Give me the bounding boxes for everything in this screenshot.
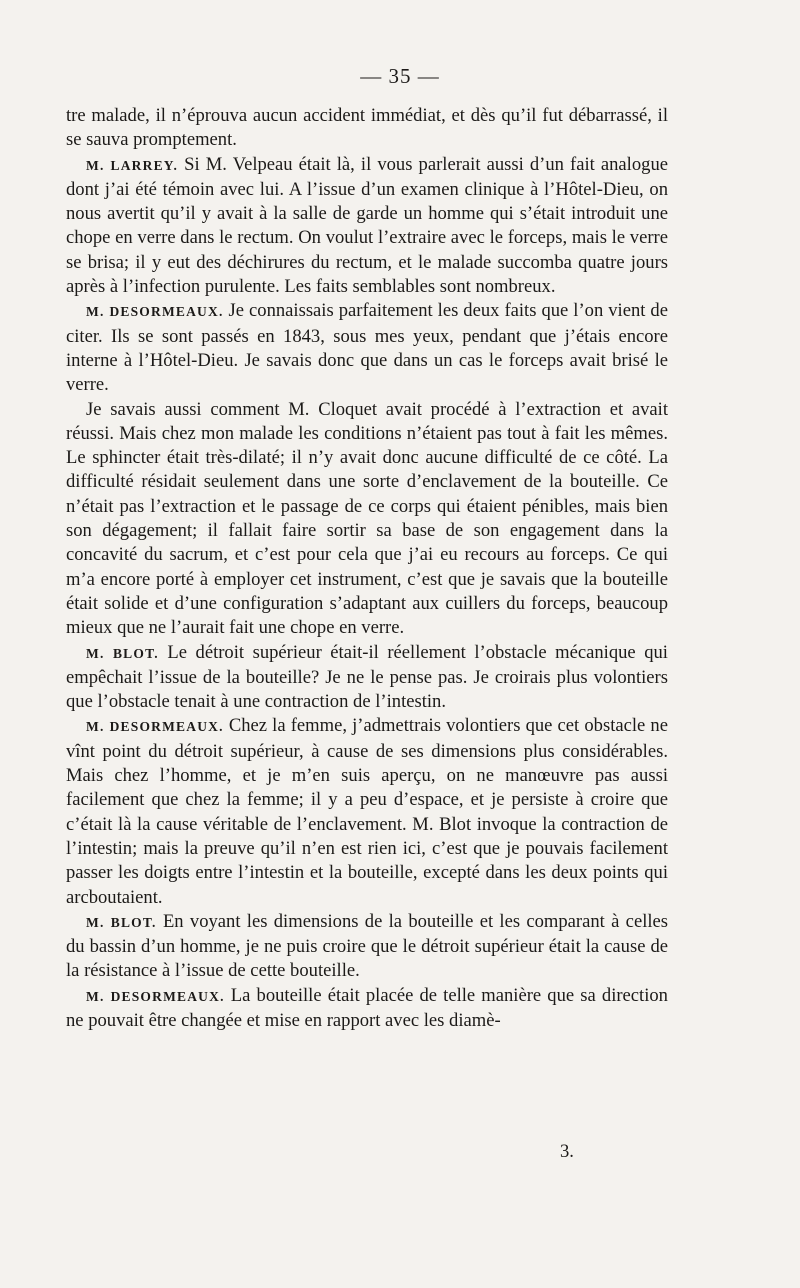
signature-mark: 3. <box>560 1141 574 1162</box>
paragraph <box>66 984 668 1034</box>
speaker-name: M. DESORMEAUX. <box>86 988 225 1004</box>
paragraph-text: Je savais aussi comment M. Cloquet avait procédé à l’extraction et avait réussi. Mais chez mon malade les conditions n’étaient pas tout à fait les mêmes. Le sphincter était très-dilaté; il n’y avait donc aucune difficulté de ce côté. La difficulté résidait seulement dans une sorte d’enclavement de la bouteille. Ce n’était pas l’extraction et le passage de ce corps qui étaient pénibles, mais bien son dégagement; il fallait faire sortir sa base de son engagement dans la concavité du sacrum, et c’est pour cela que j’ai eu recours au forceps. Ce qui m’a encore porté à employer cet instrument, c’est que je savais que la bouteille était solide et d’une configuration s’adaptant aux cuillers du forceps, beaucoup mieux que ne l’aurait fait une chope en verre. <box>66 398 668 639</box>
speaker-name: M. BLOT. <box>86 914 157 930</box>
paragraph <box>66 398 668 641</box>
paragraph <box>66 299 668 397</box>
speaker-name: M. DESORMEAUX. <box>86 304 224 320</box>
page-number: — 35 — <box>360 64 440 88</box>
paragraph-text: Si M. Velpeau était là, il vous parlerait aussi d’un fait analogue dont j’ai été témoin avec lui. A l’issue d’un examen clinique à l’Hôtel-Dieu, on nous avertit qu’il y avait à la salle de garde un homme qui s’était introduit une chope en verre dans le rectum. On voulut l’extraire avec le forceps, mais le verre se brisa; il y eut des déchirures du rectum, et le malade succomba quatre jours après à l’infection purulente. Les faits semblables sont nombreux. <box>66 153 668 298</box>
paragraph-text: La bouteille était placée de telle manière que sa direction ne pouvait être changée et mise en rapport avec les diamè- <box>66 984 668 1031</box>
speaker-name: M. BLOT. <box>86 645 159 661</box>
paragraph-text: En voyant les dimensions de la bouteille et les comparant à celles du bassin d’un homme, je ne puis croire que le détroit supérieur était la cause de la résistance à l’issue de cette bouteille. <box>66 910 669 982</box>
speaker-name: M. LARREY. <box>86 157 179 173</box>
paragraph <box>66 910 668 984</box>
paragraph <box>66 641 668 715</box>
paragraph-text: Je connaissais parfaitement les deux faits que l’on vient de citer. Ils se sont passés en 1843, sous mes yeux, pendant que j’étais encore interne à l’Hôtel-Dieu. Je savais donc que dans un cas le forceps avait brisé le verre. <box>66 300 668 396</box>
paragraph-text: Le détroit supérieur était-il réellement l’obstacle mécanique qui empêchait l’issue de la bouteille? Je ne le pense pas. Je croirais plus volontiers que l’obstacle tenait à une contraction de l’intestin. <box>66 641 668 713</box>
speaker-name: M. DESORMEAUX. <box>86 719 224 735</box>
paragraph <box>66 153 668 300</box>
paragraph <box>66 714 668 909</box>
paragraph <box>66 104 668 153</box>
body-text <box>66 104 668 1033</box>
paragraph-text: Chez la femme, j’admettrais volontiers que cet obstacle ne vînt point du détroit supérieur, à cause de ses dimensions plus considérables. Mais chez l’homme, et je m’en suis aperçu, on ne manœuvre pas aussi facilement que chez la femme; il y a peu d’espace, et je persiste à croire que c’était là la cause véritable de l’enclavement. M. Blot invoque la contraction de l’intestin; mais la preuve qu’il n’en est rien ici, c’est que je pouvais facilement passer les doigts entre l’intestin et la bouteille, excepté dans les deux points qui arcboutaient. <box>66 715 668 908</box>
paragraph-text: tre malade, il n’éprouva aucun accident immédiat, et dès qu’il fut débarrassé, il se sauva promptement. <box>66 105 668 151</box>
